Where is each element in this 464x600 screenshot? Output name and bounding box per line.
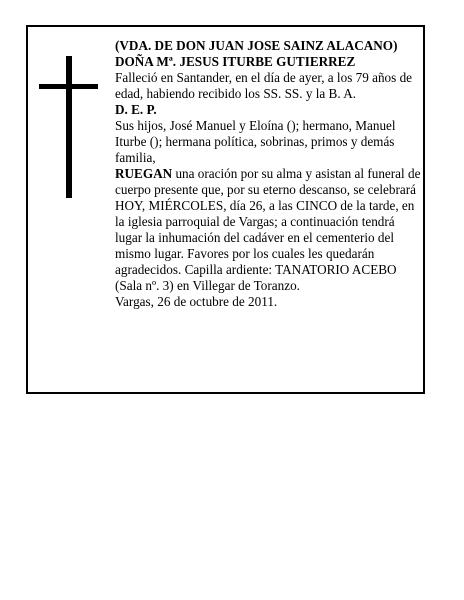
obituary-notice [26,25,425,394]
death-announcement: Falleció en Santander, en el día de ayer, a los 79 años de edad, habiendo recibido los SS. SS. y la B. A. [115,70,413,101]
funeral-details: una oración por su alma y asistan al funeral de cuerpo presente que, por su eterno descanso, se celebrará HOY, MIÉRCOLES, día 26, a las CINCO de la tarde, en la iglesia parroquial de Vargas; a continuación tendrá lugar la inhumación del cadáver en el cementerio del mismo lugar. Favores por los cuales les quedarán agradecidos. Capilla ardiente: TANATORIO ACEBO (Sala nº. 3) en Villegar de Toranzo. [115,166,421,293]
funeral-request [115,166,423,294]
place-date: Vargas, 26 de octubre de 2011. [115,294,278,309]
family-list: Sus hijos, José Manuel y Eloína (); hermano, Manuel Iturbe (); hermana política, sobrinas, primos y demás familia, [115,118,396,165]
cross-icon-crossbar [39,84,98,89]
dep-line: D. E. P. [115,102,157,117]
ruegan-word: RUEGAN [115,166,173,181]
cross-icon [66,56,72,198]
deceased-name: DOÑA Mª. JESUS ITURBE GUTIERREZ [115,54,356,69]
widow-of-line: (VDA. DE DON JUAN JOSE SAINZ ALACANO) [115,38,398,53]
notice-text [115,38,423,310]
